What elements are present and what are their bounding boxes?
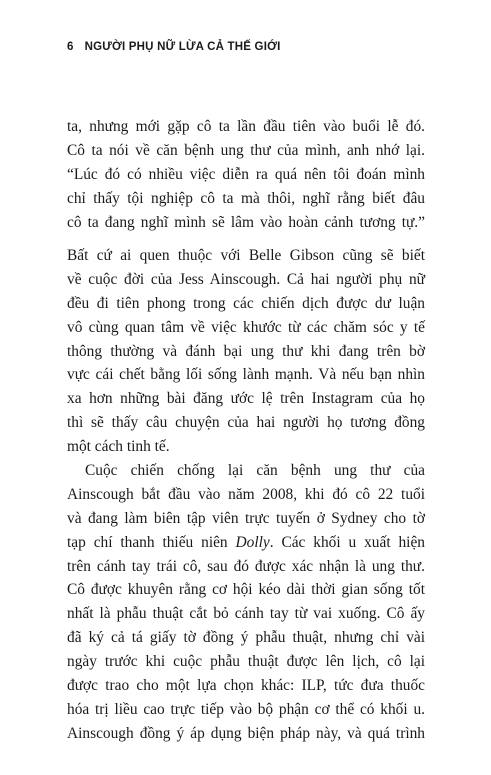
text-line: vô cùng quan tâm về việc khước từ các chăm sóc y tế	[67, 318, 425, 336]
text-line: và đang làm biên tập viên trực tuyến ở Sydney cho tờ	[67, 509, 425, 527]
text-line: ngày trước khi cuộc phẫu thuật được lên lịch, cô lại	[67, 653, 425, 671]
text-line: Bất cứ ai quen thuộc với Belle Gibson cũng sẽ biết	[67, 247, 425, 264]
text-line: Cô ta nói về căn bệnh ung thư của mình, anh nhớ lại.	[67, 141, 425, 159]
paragraph-intro	[67, 244, 425, 459]
text-line: Ainscough đồng ý áp dụng biện pháp này, và quá trình	[67, 724, 425, 742]
text-line: đều đi tiên phong trong các chiến dịch được dư luận	[67, 294, 425, 312]
page-number: 6	[67, 41, 74, 53]
paragraph-continued	[67, 115, 425, 234]
text-line: Ainscough bắt đầu vào năm 2008, khi đó cô 22 tuổi	[67, 485, 425, 503]
text-line: trên cánh tay trái cô, sau đó được xác nhận là ung thư.	[67, 557, 425, 575]
text-line: về cuộc đời của Jess Ainscough. Cả hai người phụ nữ	[67, 270, 425, 288]
text-line: Cuộc chiến chống lại căn bệnh ung thư của	[85, 462, 425, 480]
text-fragment: . Các khối u xuất hiện	[269, 533, 425, 551]
text-line: hóa trị liều cao trực tiếp vào bộ phận cơ thể có khối u.	[67, 700, 425, 718]
text-fragment: tạp chí thanh thiếu niên	[67, 533, 236, 551]
text-line: thông thường và đánh bại ung thư khi đang trên bờ	[67, 342, 425, 360]
text-line: nhất là phẫu thuật cắt bỏ cánh tay từ vai xuống. Cô ấy	[67, 605, 425, 623]
text-line: chỉ thấy tội nghiệp cô ta mà thôi, nghĩ rằng biết đâu	[67, 189, 425, 207]
magazine-title: Dolly	[235, 533, 270, 551]
text-line: “Lúc đó có nhiều việc diễn ra quá nên tôi đoán mình	[67, 165, 425, 183]
running-head	[67, 41, 281, 53]
text-line: Cô được khuyên rằng cơ hội kéo dài thời gian sống tốt	[67, 581, 425, 599]
text-line: ta, nhưng mới gặp cô ta lần đầu tiên vào buổi lễ đó.	[67, 118, 425, 135]
text-line: cô ta đang nghĩ mình sẽ lâm vào hoàn cảnh tương tự.”	[67, 213, 425, 231]
text-line: được trao cho một lựa chọn khác: ILP, tức đưa thuốc	[67, 677, 425, 695]
paragraph-ainscough	[67, 459, 425, 746]
book-title: NGƯỜI PHỤ NỮ LỪA CẢ THẾ GIỚI	[84, 41, 281, 53]
text-line: đã ký cả tá giấy tờ đồng ý phẫu thuật, nhưng chỉ vài	[67, 629, 425, 647]
text-line: một cách tinh tế.	[67, 438, 170, 456]
text-line: vực cái chết bằng lối sống lành mạnh. Và nếu bạn nhìn	[67, 366, 425, 384]
text-line: xa hơn những bài đăng ước lệ trên Instagram của họ	[67, 390, 425, 408]
text-line	[67, 531, 425, 555]
main-text	[67, 244, 425, 746]
text-line: thì sẽ thấy câu chuyện của hai người họ tương đồng	[67, 414, 425, 432]
